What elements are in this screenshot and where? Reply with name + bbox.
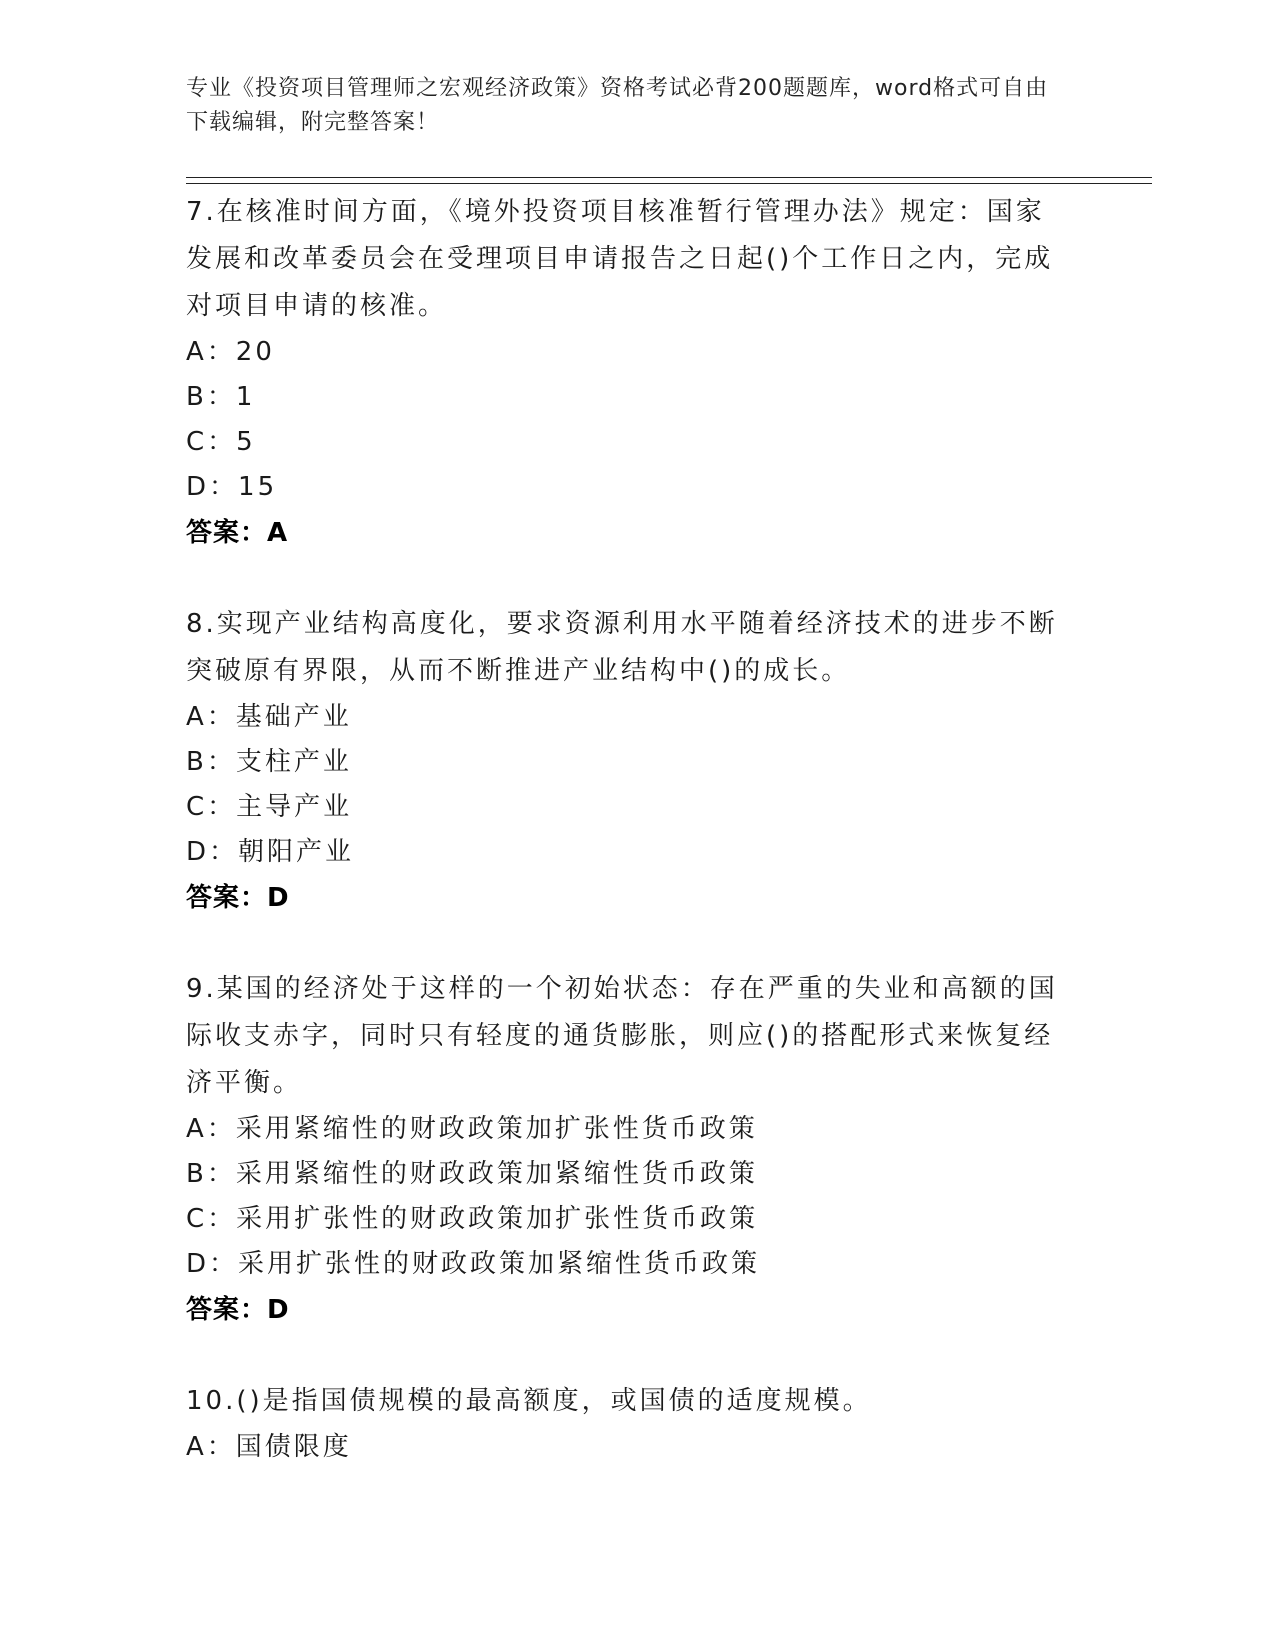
header-divider-bottom [186,183,1152,184]
answer-label: 答案：D [186,883,290,913]
option-c: C：采用扩张性的财政政策加扩张性货币政策 [186,1204,759,1234]
option-c: C：主导产业 [186,792,353,822]
answer-label: 答案：A [186,518,289,548]
option-b: B：采用紧缩性的财政政策加紧缩性货币政策 [186,1159,758,1189]
question-7 [186,189,1066,557]
option-a: A：国债限度 [186,1432,352,1462]
option-d: D：15 [186,472,278,502]
question-list [186,189,1066,1514]
option-d: D：朝阳产业 [186,837,355,867]
option-a: A：采用紧缩性的财政政策加扩张性货币政策 [186,1114,758,1144]
question-stem: 9.某国的经济处于这样的一个初始状态：存在严重的失业和高额的国际收支赤字，同时只有轻度的通货膨胀，则应()的搭配形式来恢复经济平衡。 [186,974,1058,1098]
question-9 [186,966,1066,1334]
question-8 [186,601,1066,922]
option-b: B：1 [186,382,256,412]
option-b: B：支柱产业 [186,747,352,777]
answer-label: 答案：D [186,1295,290,1325]
option-d: D：采用扩张性的财政政策加紧缩性货币政策 [186,1249,761,1279]
document-header: 专业《投资项目管理师之宏观经济政策》资格考试必背200题题库，word格式可自由下载编辑，附完整答案！ [186,76,1049,135]
question-stem: 10.()是指国债规模的最高额度，或国债的适度规模。 [186,1386,872,1416]
option-c: C：5 [186,427,256,457]
question-stem: 7.在核准时间方面，《境外投资项目核准暂行管理办法》规定：国家发展和改革委员会在受理项目申请报告之日起()个工作日之内，完成对项目申请的核准。 [186,197,1054,321]
option-a: A：20 [186,337,275,367]
header-divider-top [186,177,1152,178]
question-10 [186,1378,1066,1470]
question-stem: 8.实现产业结构高度化，要求资源利用水平随着经济技术的进步不断突破原有界限，从而不断推进产业结构中()的成长。 [186,609,1058,686]
option-a: A：基础产业 [186,702,352,732]
